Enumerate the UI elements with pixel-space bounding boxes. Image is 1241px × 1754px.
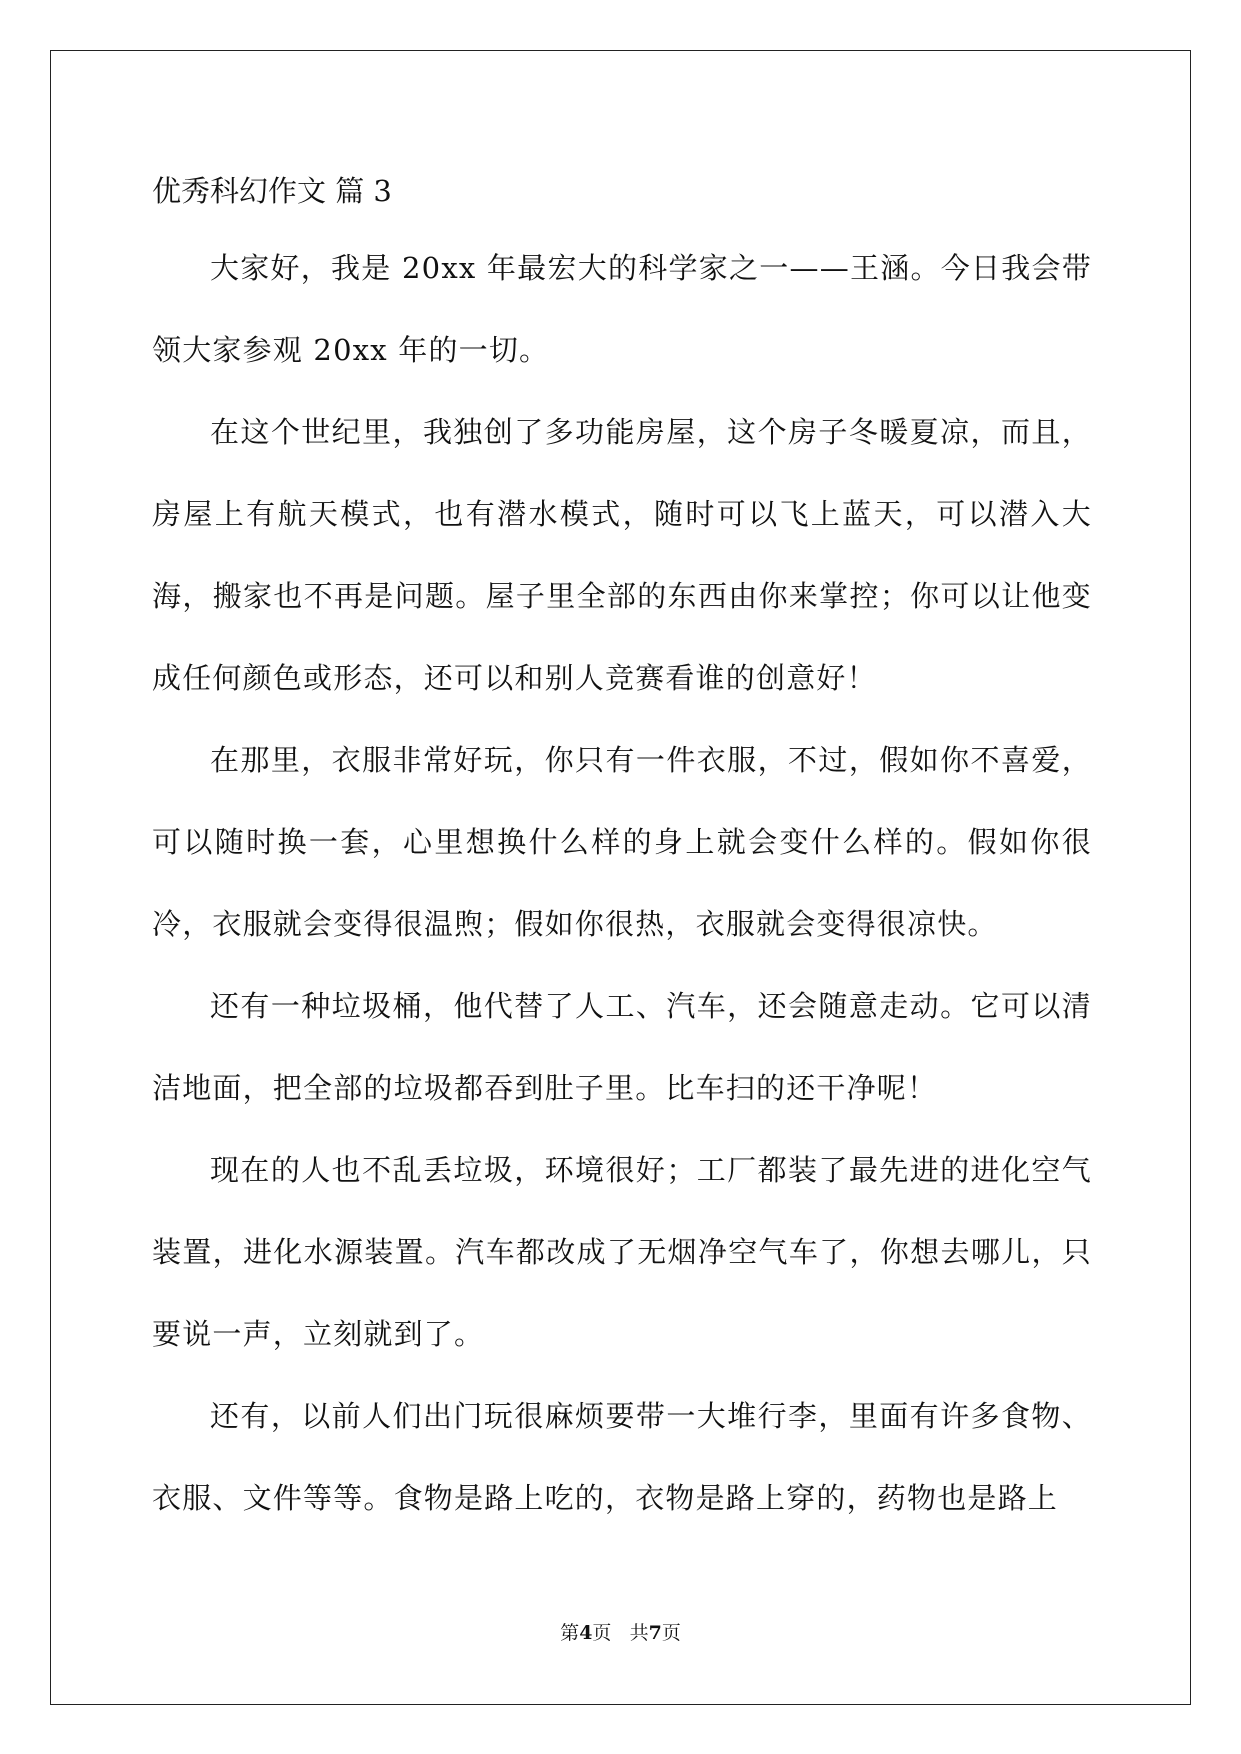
paragraph-5: 现在的人也不乱丢垃圾，环境很好；工厂都装了最先进的进化空气装置，进化水源装置。汽车都改成了无烟净空气车了，你想去哪儿，只要说一声，立刻就到了。 <box>152 1153 1092 1351</box>
paragraph-1: 大家好，我是 20xx 年最宏大的科学家之一——王涵。今日我会带领大家参观 20xx 年的一切。 <box>152 251 1092 367</box>
page-total: 7 <box>648 1622 662 1644</box>
page-footer <box>0 1618 1241 1645</box>
paragraph-3: 在那里，衣服非常好玩，你只有一件衣服，不过，假如你不喜爱，可以随时换一套，心里想换什么样的身上就会变什么样的。假如你很冷，衣服就会变得很温煦；假如你很热，衣服就会变得很凉快。 <box>152 743 1092 941</box>
paragraph-6: 还有，以前人们出门玩很麻烦要带一大堆行李，里面有许多食物、衣服、文件等等。食物是路上吃的，衣物是路上穿的，药物也是路上 <box>152 1399 1092 1515</box>
paragraph-4: 还有一种垃圾桶，他代替了人工、汽车，还会随意走动。它可以清洁地面，把全部的垃圾都吞到肚子里。比车扫的还干净呢！ <box>152 989 1092 1105</box>
paragraph-2: 在这个世纪里，我独创了多功能房屋，这个房子冬暖夏凉，而且，房屋上有航天模式，也有潜水模式，随时可以飞上蓝天，可以潜入大海，搬家也不再是问题。屋子里全部的东西由你来掌控；你可以让他变成任何颜色或形态，还可以和别人竞赛看谁的创意好！ <box>152 415 1092 695</box>
page-number: 4 <box>579 1622 593 1644</box>
total-suffix: 页 <box>661 1622 681 1644</box>
page-suffix: 页 <box>592 1622 612 1644</box>
total-prefix: 共 <box>629 1622 649 1644</box>
document-body <box>152 162 1092 1539</box>
document-title: 优秀科幻作文 篇 3 <box>152 174 392 208</box>
page-prefix: 第 <box>560 1622 580 1644</box>
